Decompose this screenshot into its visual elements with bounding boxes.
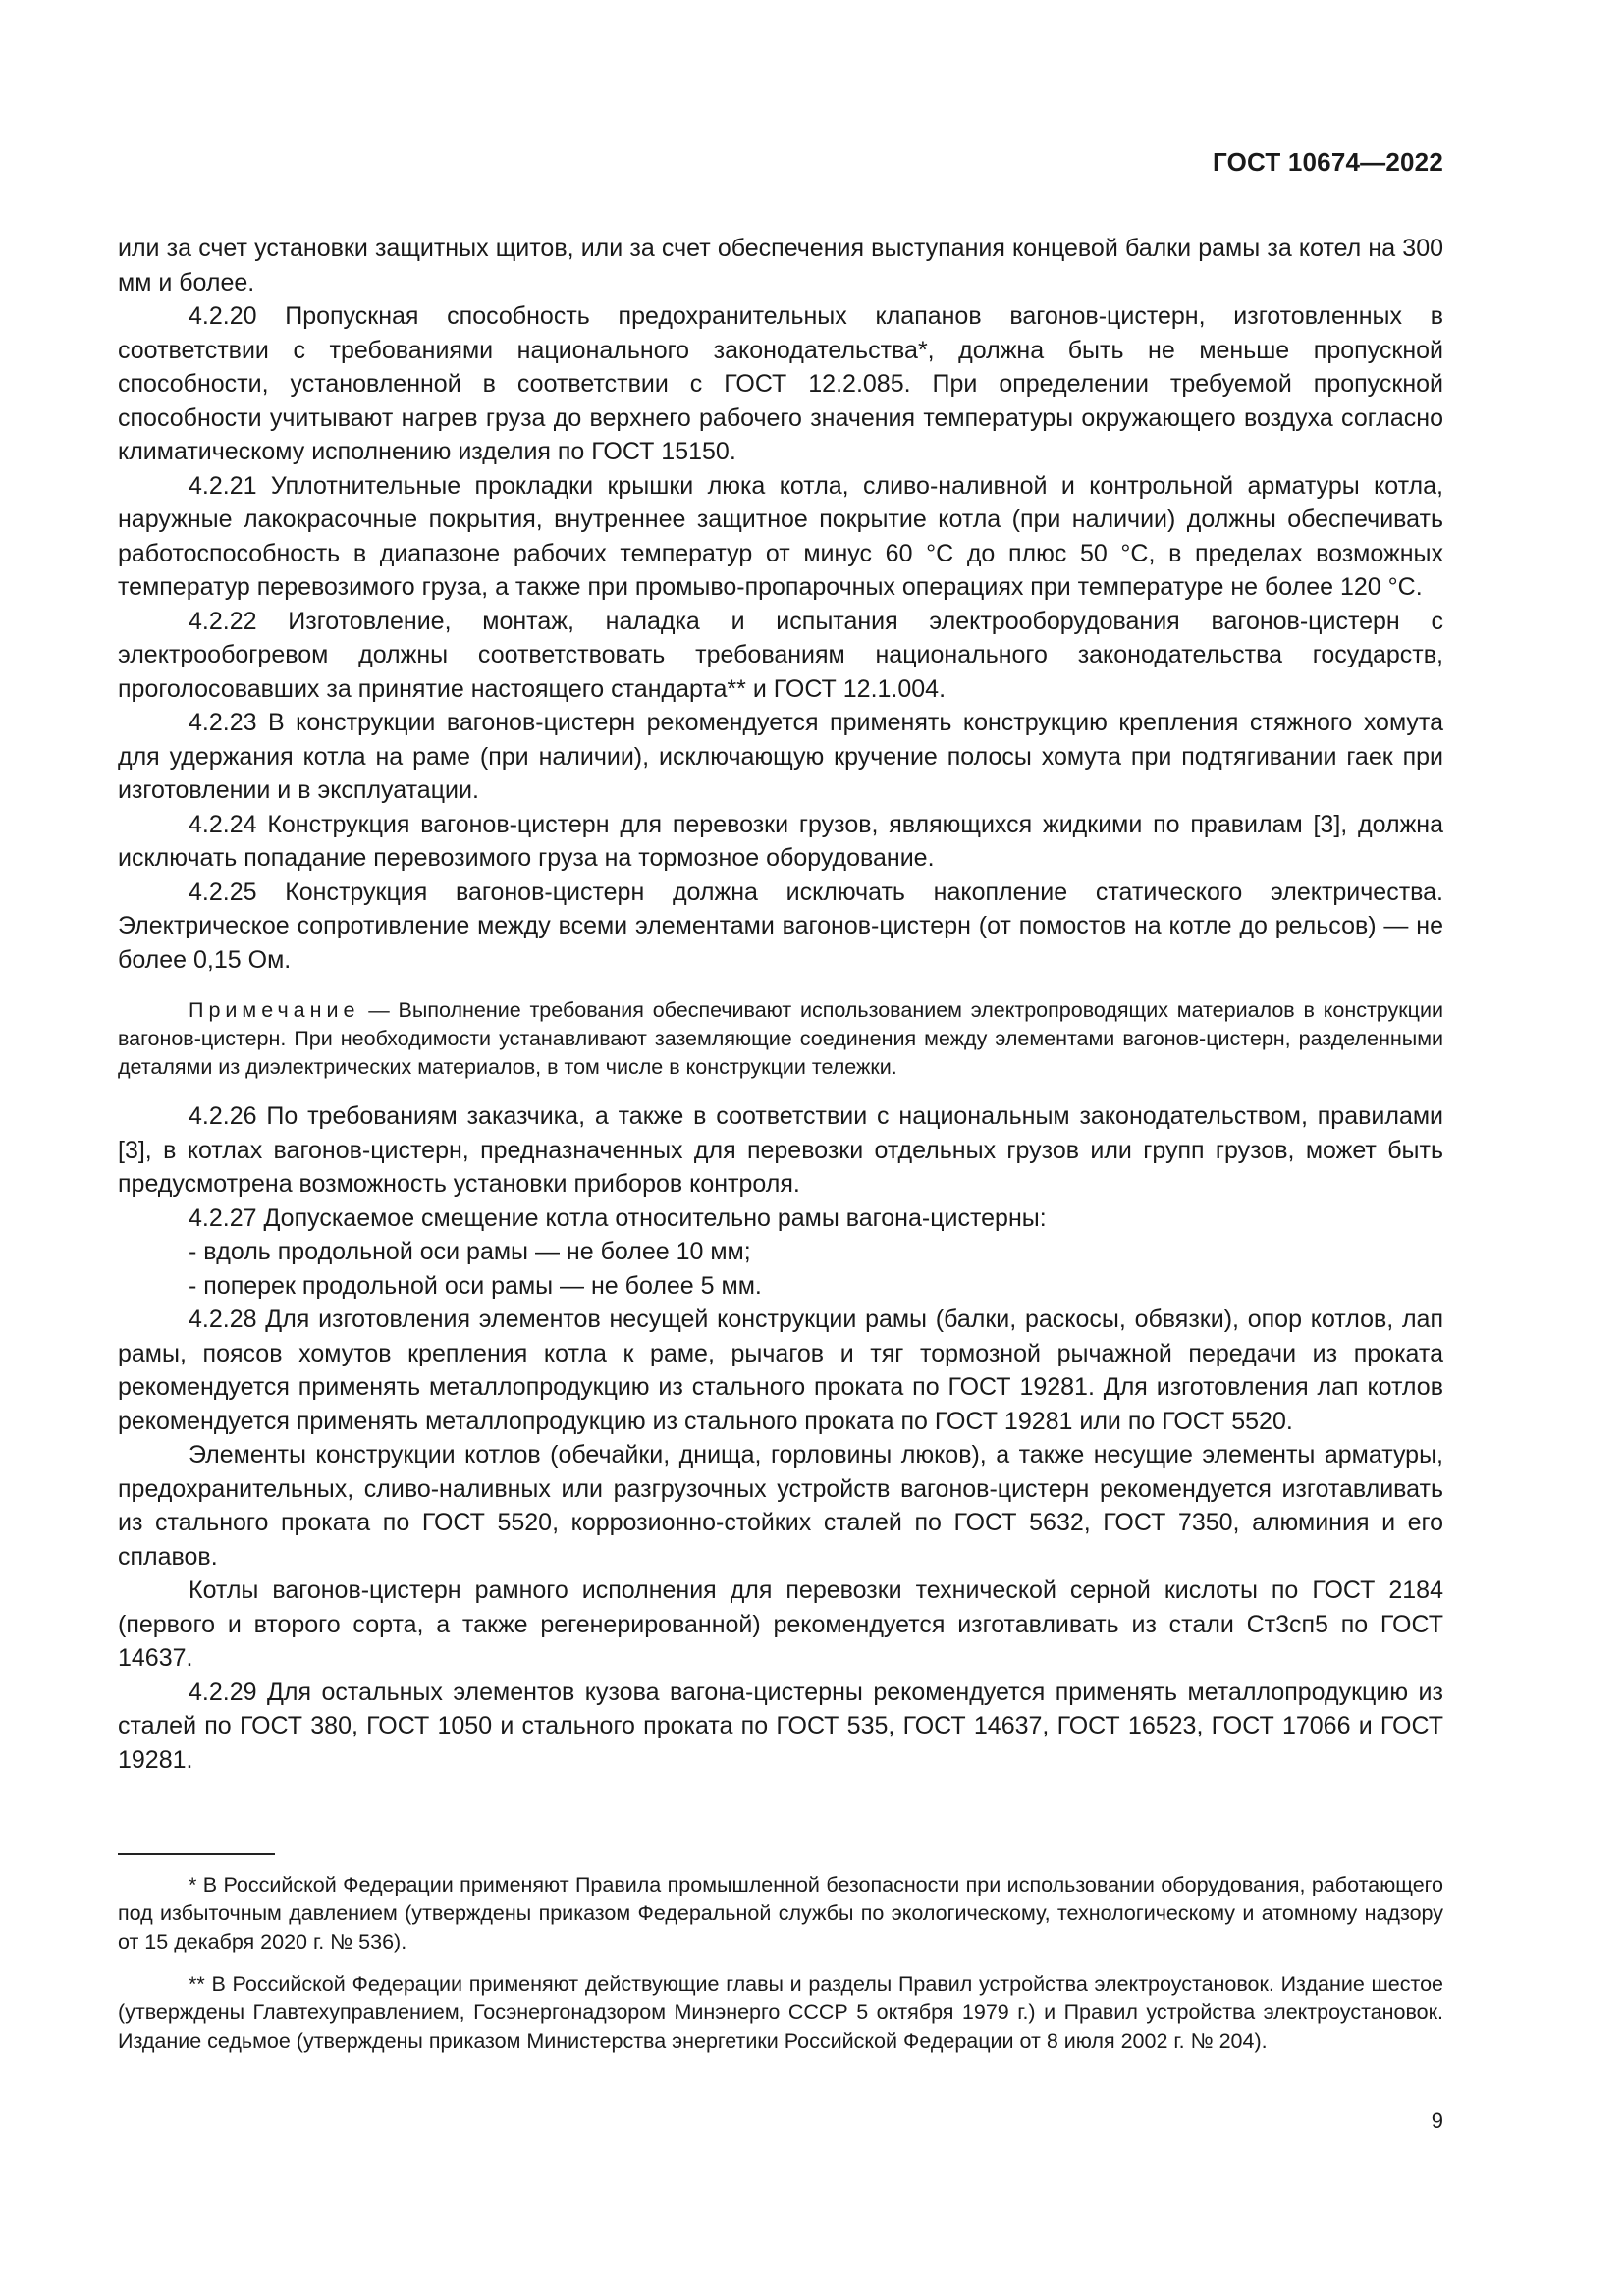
paragraph: или за счет установки защитных щитов, или за счет обеспечения выступания концевой балки рамы за котел на 300 мм и более. (118, 235, 1443, 296)
footnote: ** В Российской Федерации применяют действующие главы и разделы Правил устройства электроустановок. Издание шестое (утверждены Главтехуправлением, Госэнергонадзором Минэнерго СССР 5 октября 1979 г.) и Правил устройства электроустановок. Издание седьмое (утверждены приказом Министерства энергетики Российской Федерации от 8 июля 2002 г. № 204). (118, 1972, 1443, 2053)
paragraph: Элементы конструкции котлов (обечайки, днища, горловины люков), а также несущие элементы арматуры, предохранительных, сливо-наливных или разгрузочных устройств вагонов-цистерн рекомендуется изготавливать из стального проката по ГОСТ 5520, коррозионно-стойких сталей по ГОСТ 5632, ГОСТ 7350, алюминия и его сплавов. (118, 1441, 1443, 1571)
list-item: - вдоль продольной оси рамы — не более 10 мм; (189, 1238, 751, 1265)
paragraph: 4.2.27 Допускаемое смещение котла относительно рамы вагона-цистерны: (189, 1203, 1047, 1232)
note (118, 996, 1443, 1082)
paragraph: 4.2.24 Конструкция вагонов-цистерн для перевозки грузов, являющихся жидкими по правилам [3], должна исключать попадание перевозимого груза на тормозное оборудование. (118, 810, 1443, 872)
document-header: ГОСТ 10674—2022 (1213, 147, 1443, 177)
list-item: - поперек продольной оси рамы — не более 5 мм. (189, 1271, 762, 1300)
paragraph: 4.2.22 Изготовление, монтаж, наладка и испытания электрооборудования вагонов-цистерн с электрообогревом должны соответствовать требованиям национального законодательства государств, проголосовавших за принятие настоящего стандарта** и ГОСТ 12.1.004. (118, 607, 1443, 703)
paragraph: 4.2.29 Для остальных элементов кузова вагона-цистерны рекомендуется применять металлопродукцию из сталей по ГОСТ 380, ГОСТ 1050 и стального проката по ГОСТ 535, ГОСТ 14637, ГОСТ 16523, ГОСТ 17066 и ГОСТ 19281. (118, 1678, 1443, 1774)
footnote-divider (118, 1853, 275, 1855)
document-body (118, 232, 1443, 1777)
paragraph: 4.2.23 В конструкции вагонов-цистерн рекомендуется применять конструкцию крепления стяжного хомута для удержания котла на раме (при наличии), исключающую кручение полосы хомута при подтягивании гаек при изготовлении и в эксплуатации. (118, 709, 1443, 804)
footnotes (118, 1871, 1443, 2069)
page-number: 9 (1431, 2109, 1443, 2133)
note-text: — Выполнение требования обеспечивают использованием электропроводящих материалов в конструкции вагонов-цистерн. При необходимости устанавливают заземляющие соединения между элементами вагонов-цистерн, разделенными деталями из диэлектрических материалов, в том числе в конструкции тележки. (118, 998, 1443, 1079)
paragraph: Котлы вагонов-цистерн рамного исполнения для перевозки технической серной кислоты по ГОСТ 2184 (первого и второго сорта, а также регенерированной) рекомендуется изготавливать из стали Ст3сп5 по ГОСТ 14637. (118, 1576, 1443, 1672)
paragraph: 4.2.20 Пропускная способность предохранительных клапанов вагонов-цистерн, изготовленных в соответствии с требованиями национального законодательства*, должна быть не меньше пропускной способности, установленной в соответствии с ГОСТ 12.2.085. При определении требуемой пропускной способности учитывают нагрев груза до верхнего рабочего значения температуры окружающего воздуха согласно климатическому исполнению изделия по ГОСТ 15150. (118, 302, 1443, 465)
paragraph: 4.2.26 По требованиям заказчика, а также в соответствии с национальным законодательством, правилами [3], в котлах вагонов-цистерн, предназначенных для перевозки отдельных грузов или групп грузов, может быть предусмотрена возможность установки приборов контроля. (118, 1102, 1443, 1198)
paragraph: 4.2.21 Уплотнительные прокладки крышки люка котла, сливо-наливной и контрольной арматуры котла, наружные лакокрасочные покрытия, внутреннее защитное покрытие котла (при наличии) должны обеспечивать работоспособность в диапазоне рабочих температур от минус 60 °С до плюс 50 °С, в пределах возможных температур перевозимого груза, а также при промыво-пропарочных операциях при температуре не более 120 °С. (118, 471, 1443, 601)
paragraph: 4.2.28 Для изготовления элементов несущей конструкции рамы (балки, раскосы, обвязки), опор котлов, лап рамы, поясов хомутов крепления котла к раме, рычагов и тяг тормозной рычажной передачи из проката рекомендуется применять металлопродукцию из стального проката по ГОСТ 19281. Для изготовления лап котлов рекомендуется применять металлопродукцию из стального проката по ГОСТ 19281 или по ГОСТ 5520. (118, 1306, 1443, 1435)
note-label: Примечание (189, 998, 360, 1022)
paragraph: 4.2.25 Конструкция вагонов-цистерн должна исключать накопление статического электричества. Электрическое сопротивление между всеми элементами вагонов-цистерн (от помостов на котле до рельсов) — не более 0,15 Ом. (118, 878, 1443, 974)
footnote: * В Российской Федерации применяют Правила промышленной безопасности при использовании оборудования, работающего под избыточным давлением (утверждены приказом Федеральной службы по экологическому, технологическому и атомному надзору от 15 декабря 2020 г. № 536). (118, 1873, 1443, 1953)
